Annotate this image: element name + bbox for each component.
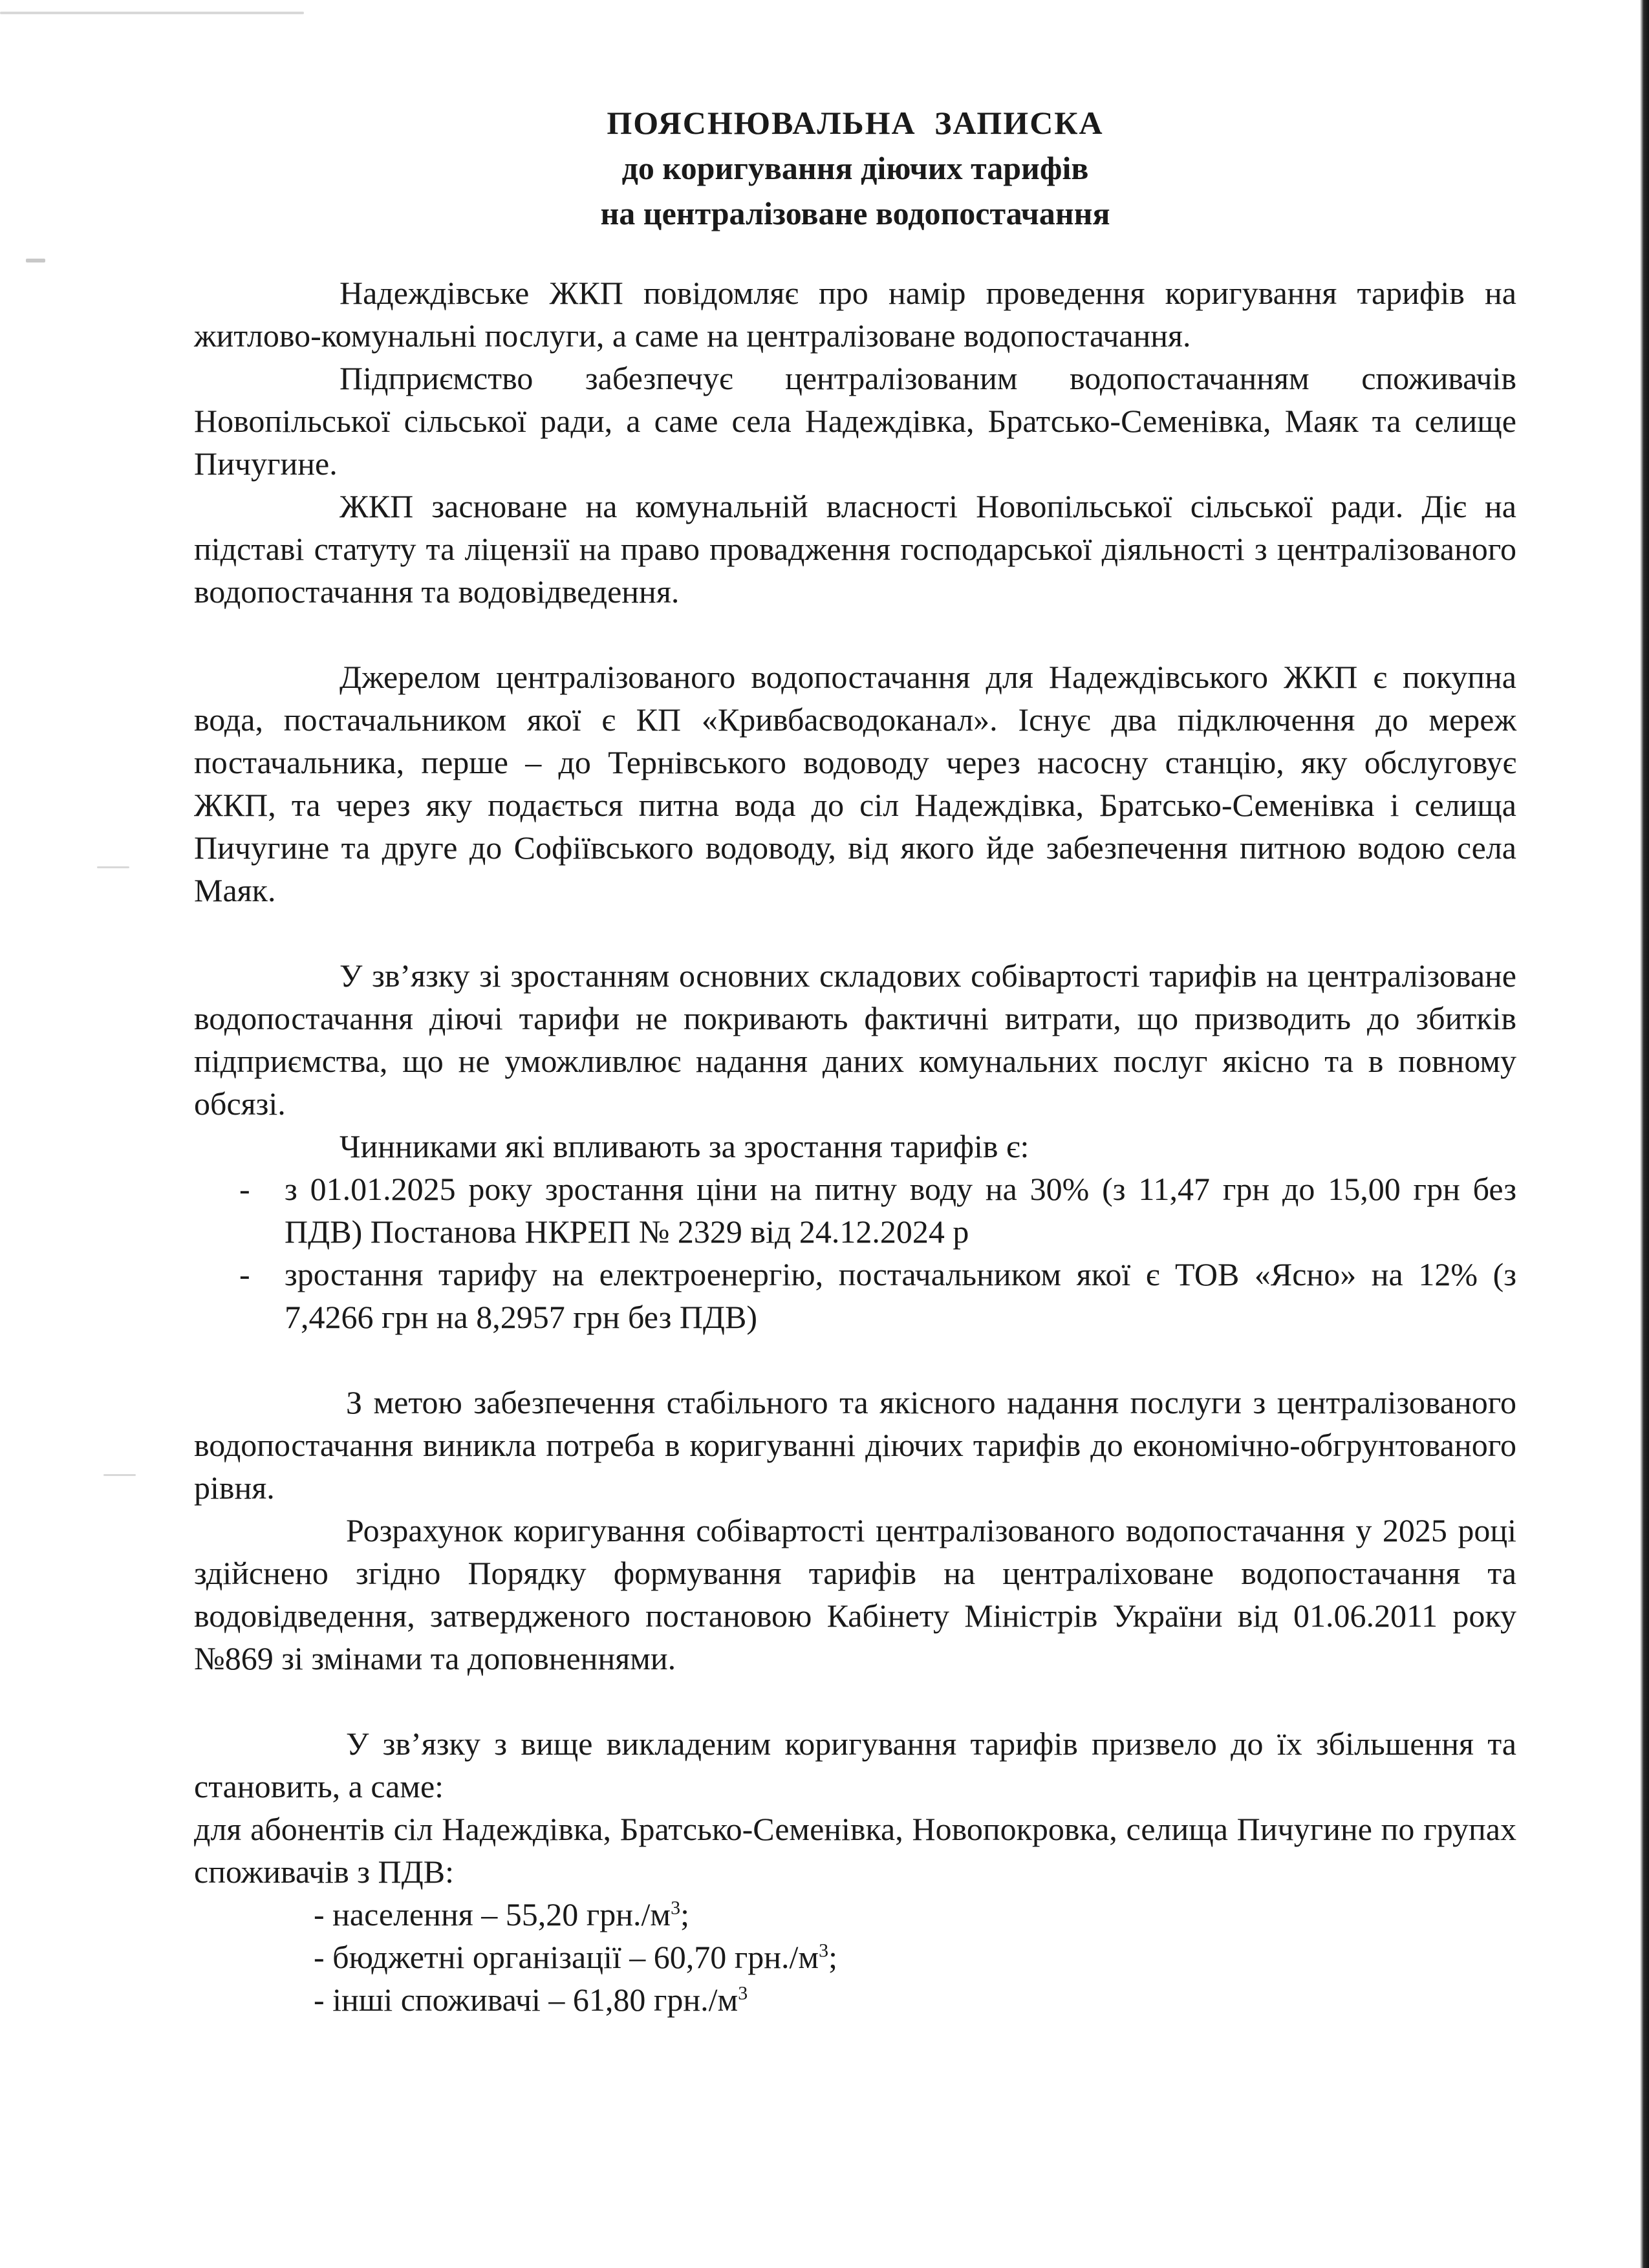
list-item: [194, 1253, 1516, 1338]
scan-edge-shadow: [1640, 0, 1649, 2268]
tariff-unit-exponent: 3: [819, 1940, 829, 1962]
tariff-budget-organizations: - бюджетні організації – 60,70 грн./м: [314, 1939, 819, 1975]
document-body: [194, 272, 1516, 2021]
paragraph-intro: Надеждівське ЖКП повідомляє про намір проведення коригування тарифів на житлово-комунальні послуги, а саме на централізоване водопостачання.: [194, 275, 1516, 354]
tariff-population: - населення – 55,20 грн./м: [314, 1896, 671, 1932]
paragraph-water-source: Джерелом централізованого водопостачання для Надеждівського ЖКП є покупна вода, постачальником якої є КП «Кривбасводоканал». Існує два підключення до мереж постачальника, перше – до Тернівського водоводу через насосну станцію, яку обслуговує ЖКП, та через яку подається питна вода до сіл Надеждівка, Братсько-Семенівка і селища Пичугине та друге до Софіївського водоводу, від якого йде забезпечення питною водою села Маяк.: [194, 659, 1516, 908]
tariff-punctuation: ;: [828, 1939, 837, 1975]
document-subtitle-1: до коригування діючих тарифів: [621, 150, 1089, 186]
tariff-unit-exponent: 3: [671, 1897, 681, 1919]
document-subtitle-2: на централізоване водопостачання: [600, 195, 1110, 231]
scan-mark: [97, 866, 129, 868]
list-item: [194, 1168, 1516, 1253]
tariff-punctuation: ;: [680, 1896, 689, 1932]
document-title: ПОЯСНЮВАЛЬНА ЗАПИСКА: [607, 105, 1104, 141]
scan-mark: [0, 12, 304, 14]
scan-mark: [103, 1474, 136, 1476]
list-dash: -: [239, 1256, 250, 1292]
list-item: [194, 1936, 1516, 1978]
paragraph-service-area: Підприємство забезпечує централізованим водопостачанням споживачів Новопільської сільської ради, а саме села Надеждівка, Братсько-Семенівка, Маяк та селище Пичугине.: [194, 360, 1516, 482]
paragraph-factors-intro: Чинниками які впливають за зростання тарифів є:: [339, 1128, 1029, 1164]
paragraph-purpose: З метою забезпечення стабільного та якісного надання послуги з централізованого водопостачання виникла потреба в коригуванні діючих тарифів до економічно-обгрунтованого рівня.: [194, 1384, 1516, 1506]
document-header: [194, 100, 1516, 236]
scan-mark: [26, 259, 45, 262]
list-item: [194, 1978, 1516, 2021]
tariff-unit-exponent: 3: [738, 1982, 748, 2004]
list-dash: -: [239, 1171, 250, 1207]
paragraph-subscribers: для абонентів сіл Надеждівка, Братсько-Семенівка, Новопокровка, селища Пичугине по групах споживачів з ПДВ:: [194, 1811, 1516, 1890]
tariff-list: [194, 1893, 1516, 2021]
tariff-other-consumers: - інші споживачі – 61,80 грн./м: [314, 1982, 738, 2018]
paragraph-ownership: ЖКП засноване на комунальній власності Новопільської сільської ради. Діє на підставі статуту та ліцензії на право провадження господарської діяльності з централізованого водопостачання та водовідведення.: [194, 488, 1516, 610]
paragraph-cost-growth: У зв’язку зі зростанням основних складових собівартості тарифів на централізоване водопостачання діючі тарифи не покривають фактичні витрати, що призводить до збитків підприємства, що не уможливлює надання даних комунальних послуг якісно та в повному обсязі.: [194, 957, 1516, 1122]
list-item: [194, 1893, 1516, 1936]
factor-electricity-price: зростання тарифу на електроенергію, постачальником якої є ТОВ «Ясно» на 12% (з 7,4266 грн на 8,2957 грн без ПДВ): [285, 1256, 1516, 1335]
factor-water-price: з 01.01.2025 року зростання ціни на питну воду на 30% (з 11,47 грн до 15,00 грн без ПДВ) Постанова НКРЕП № 2329 від 24.12.2024 р: [285, 1171, 1516, 1250]
paragraph-result: У зв’язку з вище викладеним коригування тарифів призвело до їх збільшення та становить, а саме:: [194, 1726, 1516, 1804]
paragraph-calculation-basis: Розрахунок коригування собівартості централізованого водопостачання у 2025 році здійснено згідно Порядку формування тарифів на централіховане водопостачання та водовідведення, затвердженого постановою Кабінету Міністрів України від 01.06.2011 року №869 зі змінами та доповненнями.: [194, 1512, 1516, 1676]
factors-list: [194, 1168, 1516, 1338]
